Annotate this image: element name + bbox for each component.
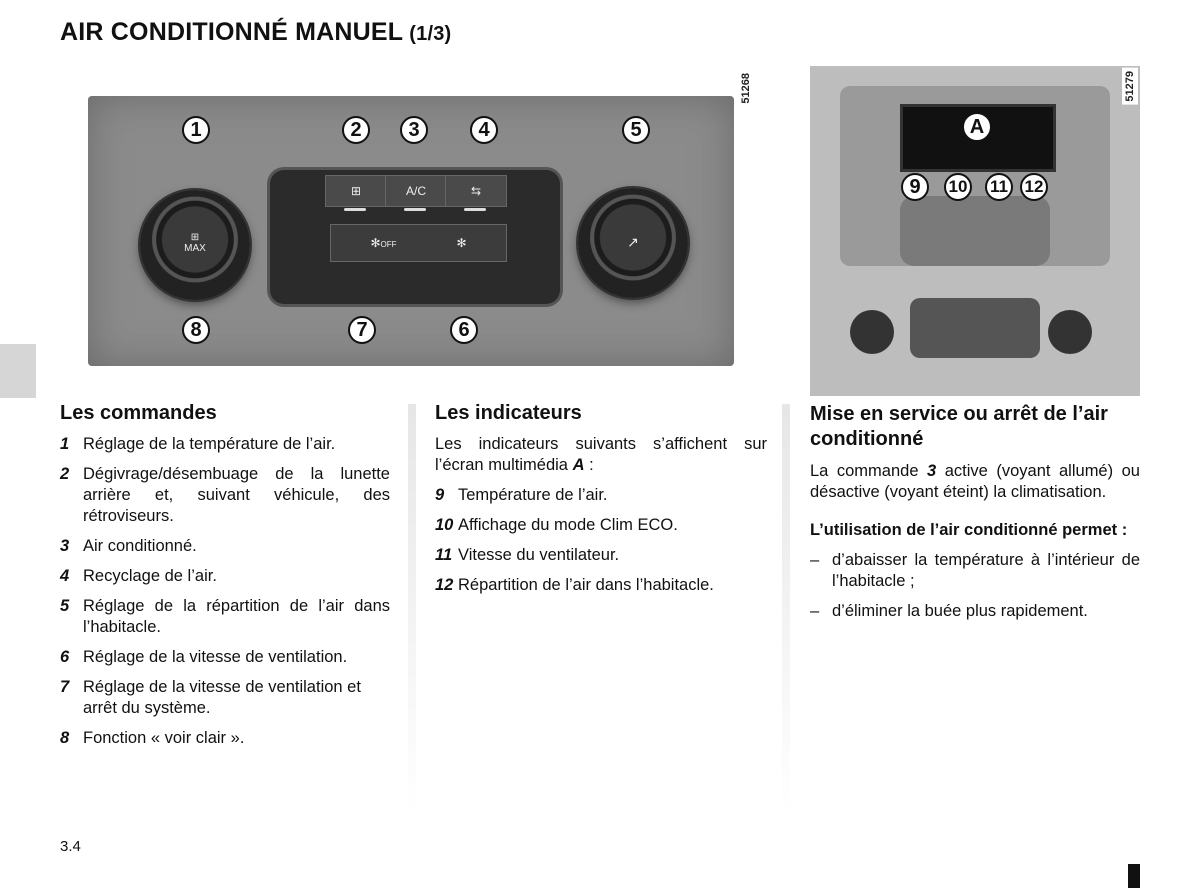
callout-9: 9 xyxy=(901,173,929,201)
column-indicators xyxy=(435,402,767,605)
item-number: 11 xyxy=(435,546,453,564)
item-text: Vitesse du ventilateur. xyxy=(458,546,620,564)
ac-button-label: A/C xyxy=(405,184,426,198)
activation-paragraph xyxy=(810,461,1140,503)
chapter-tab xyxy=(0,344,36,398)
commands-heading: Les commandes xyxy=(60,402,217,424)
item-number: 5 xyxy=(60,597,70,615)
list-item xyxy=(810,550,1140,592)
item-number: 6 xyxy=(60,648,70,666)
item-number: 8 xyxy=(60,729,70,747)
item-text: d’éliminer la buée plus rapidement. xyxy=(832,602,1088,620)
ac-button xyxy=(385,175,447,207)
page-end-mark xyxy=(1128,864,1140,888)
item-number: 4 xyxy=(60,567,70,585)
list-item xyxy=(60,536,390,557)
item-number: 1 xyxy=(60,435,70,453)
list-item xyxy=(60,728,390,749)
page-title xyxy=(60,18,451,47)
intro-text: Les indicateurs suivants s’affichent sur l’écran multimédia xyxy=(435,435,767,474)
indicators-heading: Les indicateurs xyxy=(435,402,582,424)
item-text: Affichage du mode Clim ECO. xyxy=(458,516,678,534)
list-item xyxy=(60,596,390,638)
item-text: d’abaisser la température à l’intérieur de l’habitacle ; xyxy=(832,551,1140,590)
callout-1: 1 xyxy=(182,116,210,144)
item-text: Dégivrage/désembuage de la lunette arrière et, suivant véhicule, des rétroviseurs. xyxy=(83,465,390,525)
callout-10: 10 xyxy=(944,173,972,201)
column-activation xyxy=(810,402,1140,631)
list-item xyxy=(435,545,767,566)
console-climate-panel xyxy=(910,298,1040,358)
item-text: Répartition de l’air dans l’habitacle. xyxy=(458,576,714,594)
commands-list xyxy=(60,434,390,749)
callout-8: 8 xyxy=(182,316,210,344)
callout-12: 12 xyxy=(1020,173,1048,201)
rear-defrost-button xyxy=(325,175,387,207)
list-item xyxy=(60,566,390,587)
item-text: Air conditionné. xyxy=(83,537,197,555)
item-number: 7 xyxy=(60,678,70,696)
list-item xyxy=(435,515,767,536)
item-text: Réglage de la vitesse de ventilation et arrêt du système. xyxy=(83,678,361,717)
title-text: AIR CONDITIONNÉ MANUEL xyxy=(60,18,404,46)
list-item xyxy=(60,434,390,455)
indicators-list xyxy=(435,485,767,596)
console-keypad xyxy=(900,196,1050,266)
item-text: Réglage de la vitesse de ventilation. xyxy=(83,648,348,666)
item-text: Réglage de la répartition de l’air dans l’habitacle. xyxy=(83,597,390,636)
console-left-knob xyxy=(850,310,894,354)
callout-7: 7 xyxy=(348,316,376,344)
item-number: 10 xyxy=(435,516,454,534)
p1-text-a: La commande xyxy=(810,462,928,480)
activation-heading: Mise en service ou arrêt de l’air conditionné xyxy=(810,403,1108,450)
column-separator-1 xyxy=(408,404,416,814)
fan-icon: ✻ xyxy=(456,236,467,250)
callout-11: 11 xyxy=(985,173,1013,201)
defrost-icon: ⊞ xyxy=(190,232,200,243)
usage-heading: L’utilisation de l’air conditionné permet : xyxy=(810,521,1128,539)
item-number: 9 xyxy=(435,486,445,504)
console-right-knob xyxy=(1048,310,1092,354)
callout-6: 6 xyxy=(450,316,478,344)
title-subtitle: (1/3) xyxy=(409,23,452,45)
callout-4: 4 xyxy=(470,116,498,144)
p1-ref: 3 xyxy=(927,462,937,480)
item-text: Réglage de la température de l’air. xyxy=(83,435,336,453)
list-item xyxy=(60,677,390,719)
figure-ref-51268: 51268 xyxy=(738,70,754,107)
callout-2: 2 xyxy=(342,116,370,144)
control-buttons-panel xyxy=(270,170,560,304)
item-number: 3 xyxy=(60,537,70,555)
p1-text-c: active (voyant allumé) ou désactive (voyant éteint) la climatisation. xyxy=(810,462,1140,501)
fan-off-icon: ✻OFF xyxy=(370,236,397,250)
recirculation-button xyxy=(445,175,507,207)
list-item xyxy=(435,485,767,506)
figure-ref-51279: 51279 xyxy=(1122,68,1138,105)
recirculation-icon: ⇆ xyxy=(470,184,482,198)
indicators-intro xyxy=(435,434,767,476)
list-item xyxy=(60,647,390,668)
air-distribution-knob xyxy=(578,188,688,298)
air-distribution-icon: ↗ xyxy=(627,234,639,250)
intro-ref: A xyxy=(572,456,585,474)
knob-max-label: MAX xyxy=(184,243,206,254)
column-separator-2 xyxy=(782,404,790,814)
list-item xyxy=(810,601,1140,622)
item-number: 2 xyxy=(60,465,70,483)
led-3 xyxy=(404,208,426,211)
led-2 xyxy=(344,208,366,211)
column-commands xyxy=(60,402,390,758)
callout-3: 3 xyxy=(400,116,428,144)
temperature-knob xyxy=(140,190,250,300)
callout-A: A xyxy=(962,112,992,142)
item-text: Recyclage de l’air. xyxy=(83,567,217,585)
led-4 xyxy=(464,208,486,211)
list-item xyxy=(60,464,390,527)
fan-speed-rocker xyxy=(330,224,507,262)
rear-defrost-icon: ⊞ xyxy=(350,184,362,198)
item-text: Fonction « voir clair ». xyxy=(83,729,245,747)
fan-off-label: OFF xyxy=(380,240,397,249)
page-number: 3.4 xyxy=(60,838,81,855)
list-item xyxy=(435,575,767,596)
item-text: Température de l’air. xyxy=(458,486,608,504)
callout-5: 5 xyxy=(622,116,650,144)
dash-marker: – xyxy=(810,551,820,569)
dash-marker: – xyxy=(810,602,820,620)
intro-end: : xyxy=(584,456,594,474)
item-number: 12 xyxy=(435,576,454,594)
